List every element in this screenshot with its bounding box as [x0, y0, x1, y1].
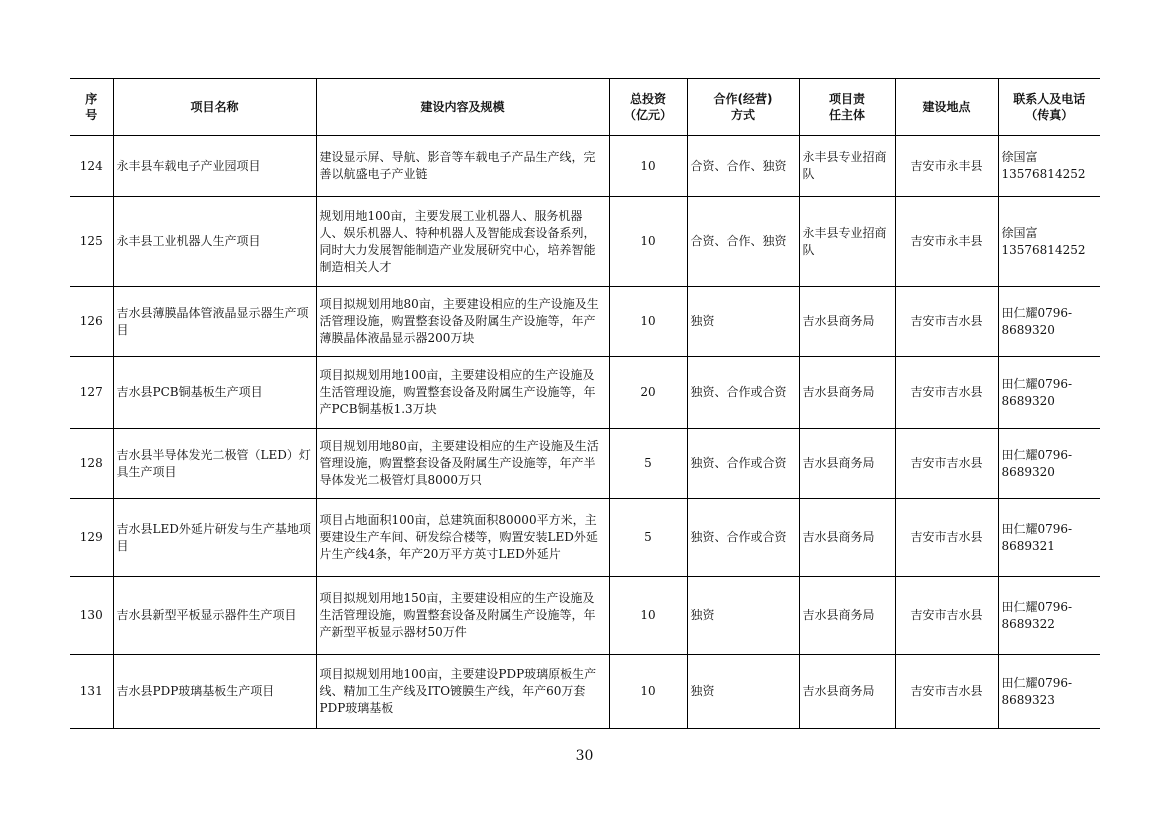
table-row	[70, 197, 1100, 287]
table-row	[70, 357, 1100, 429]
contact-phone: 8689321	[1001, 538, 1055, 553]
header-cell: 建设内容及规模	[316, 79, 609, 136]
header-line: （亿元）	[623, 108, 672, 122]
row-number: 125	[70, 197, 113, 287]
contact	[998, 429, 1100, 499]
project-name: 吉水县PDP玻璃基板生产项目	[113, 655, 316, 729]
location: 吉安市永丰县	[895, 136, 998, 197]
contact-name: 田仁耀0796-	[1001, 447, 1073, 462]
header-cell: 项目名称	[113, 79, 316, 136]
contact-name: 田仁耀0796-	[1001, 599, 1073, 614]
location: 吉安市永丰县	[895, 197, 998, 287]
header-line: 号	[85, 108, 98, 122]
header-cell	[687, 79, 799, 136]
row-number: 131	[70, 655, 113, 729]
cooperation-mode: 独资、合作或合资	[687, 429, 799, 499]
contact-name: 田仁耀0796-	[1001, 675, 1073, 690]
project-content: 项目占地面积100亩，总建筑面积80000平方米，主要建设生产车间、研发综合楼等，购置安装LED外延片生产线4条，年产20万平方英寸LED外延片	[316, 499, 609, 577]
header-line: 联系人及电话	[1013, 92, 1086, 106]
table-header-row	[70, 79, 1100, 136]
table-row	[70, 577, 1100, 655]
project-name: 吉水县薄膜晶体管液晶显示器生产项目	[113, 287, 316, 357]
table-row	[70, 429, 1100, 499]
header-cell	[609, 79, 687, 136]
contact	[998, 136, 1100, 197]
responsible-party: 吉水县商务局	[799, 429, 895, 499]
header-cell	[799, 79, 895, 136]
contact	[998, 499, 1100, 577]
project-name: 吉水县新型平板显示器件生产项目	[113, 577, 316, 655]
project-content: 项目拟规划用地100亩，主要建设PDP玻璃原板生产线、精加工生产线及ITO镀膜生产线，年产60万套PDP玻璃基板	[316, 655, 609, 729]
cooperation-mode: 合资、合作、独资	[687, 197, 799, 287]
contact-phone: 8689322	[1001, 616, 1055, 631]
table-row	[70, 287, 1100, 357]
header-cell	[70, 79, 113, 136]
responsible-party: 吉水县商务局	[799, 655, 895, 729]
project-content: 项目拟规划用地100亩，主要建设相应的生产设施及生活管理设施，购置整套设备及附属生产设施等，年产PCB铜基板1.3万块	[316, 357, 609, 429]
row-number: 130	[70, 577, 113, 655]
cooperation-mode: 独资	[687, 577, 799, 655]
table-row	[70, 499, 1100, 577]
row-number: 129	[70, 499, 113, 577]
project-content: 项目规划用地80亩，主要建设相应的生产设施及生活管理设施，购置整套设备及附属生产设施等，年产半导体发光二极管灯具8000万只	[316, 429, 609, 499]
location: 吉安市吉水县	[895, 287, 998, 357]
total-investment: 10	[609, 577, 687, 655]
cooperation-mode: 独资	[687, 287, 799, 357]
contact-phone: 13576814252	[1001, 167, 1086, 181]
project-content: 项目拟规划用地150亩，主要建设相应的生产设施及生活管理设施，购置整套设备及附属生产设施等，年产新型平板显示器材50万件	[316, 577, 609, 655]
project-name: 吉水县PCB铜基板生产项目	[113, 357, 316, 429]
total-investment: 10	[609, 197, 687, 287]
row-number: 128	[70, 429, 113, 499]
responsible-party: 吉水县商务局	[799, 577, 895, 655]
responsible-party: 永丰县专业招商队	[799, 197, 895, 287]
contact-name: 徐国富	[1001, 150, 1038, 164]
project-table-container	[70, 78, 1100, 729]
cooperation-mode: 独资、合作或合资	[687, 499, 799, 577]
contact	[998, 577, 1100, 655]
contact	[998, 197, 1100, 287]
contact-name: 田仁耀0796-	[1001, 521, 1073, 536]
total-investment: 10	[609, 287, 687, 357]
row-number: 124	[70, 136, 113, 197]
header-line: 序	[85, 92, 98, 106]
project-name: 吉水县LED外延片研发与生产基地项目	[113, 499, 316, 577]
responsible-party: 吉水县商务局	[799, 287, 895, 357]
header-line: 任主体	[828, 108, 865, 122]
contact-phone: 8689323	[1001, 692, 1055, 707]
total-investment: 10	[609, 136, 687, 197]
contact-name: 田仁耀0796-	[1001, 376, 1073, 391]
contact-phone: 8689320	[1001, 464, 1055, 479]
row-number: 127	[70, 357, 113, 429]
project-content: 建设显示屏、导航、影音等车载电子产品生产线，完善以航盛电子产业链	[316, 136, 609, 197]
project-name: 吉水县半导体发光二极管（LED）灯具生产项目	[113, 429, 316, 499]
header-line: 合作(经营)	[713, 92, 773, 106]
total-investment: 5	[609, 499, 687, 577]
header-cell: 建设地点	[895, 79, 998, 136]
contact-name: 徐国富	[1001, 225, 1038, 240]
project-name: 永丰县车载电子产业园项目	[113, 136, 316, 197]
table-row	[70, 136, 1100, 197]
contact	[998, 655, 1100, 729]
contact	[998, 287, 1100, 357]
cooperation-mode: 独资、合作或合资	[687, 357, 799, 429]
header-cell	[998, 79, 1100, 136]
project-content: 规划用地100亩，主要发展工业机器人、服务机器人、娱乐机器人、特种机器人及智能成套设备系列，同时大力发展智能制造产业发展研究中心，培养智能制造相关人才	[316, 197, 609, 287]
responsible-party: 永丰县专业招商队	[799, 136, 895, 197]
contact-name: 田仁耀0796-	[1001, 305, 1073, 320]
contact-phone: 13576814252	[1001, 242, 1086, 257]
total-investment: 5	[609, 429, 687, 499]
contact-phone: 8689320	[1001, 393, 1055, 408]
location: 吉安市吉水县	[895, 655, 998, 729]
cooperation-mode: 合资、合作、独资	[687, 136, 799, 197]
contact	[998, 357, 1100, 429]
location: 吉安市吉水县	[895, 357, 998, 429]
total-investment: 20	[609, 357, 687, 429]
contact-phone: 8689320	[1001, 322, 1055, 337]
project-content: 项目拟规划用地80亩，主要建设相应的生产设施及生活管理设施，购置整套设备及附属生产设施等，年产薄膜晶体液晶显示器200万块	[316, 287, 609, 357]
project-name: 永丰县工业机器人生产项目	[113, 197, 316, 287]
total-investment: 10	[609, 655, 687, 729]
table-row	[70, 655, 1100, 729]
location: 吉安市吉水县	[895, 577, 998, 655]
header-line: 项目责	[828, 92, 865, 106]
header-line: （传真）	[1025, 108, 1074, 122]
header-line: 方式	[730, 108, 755, 122]
row-number: 126	[70, 287, 113, 357]
location: 吉安市吉水县	[895, 499, 998, 577]
header-line: 总投资	[629, 92, 666, 106]
project-table	[70, 78, 1100, 729]
location: 吉安市吉水县	[895, 429, 998, 499]
responsible-party: 吉水县商务局	[799, 357, 895, 429]
responsible-party: 吉水县商务局	[799, 499, 895, 577]
cooperation-mode: 独资	[687, 655, 799, 729]
page-number: 30	[575, 748, 594, 764]
